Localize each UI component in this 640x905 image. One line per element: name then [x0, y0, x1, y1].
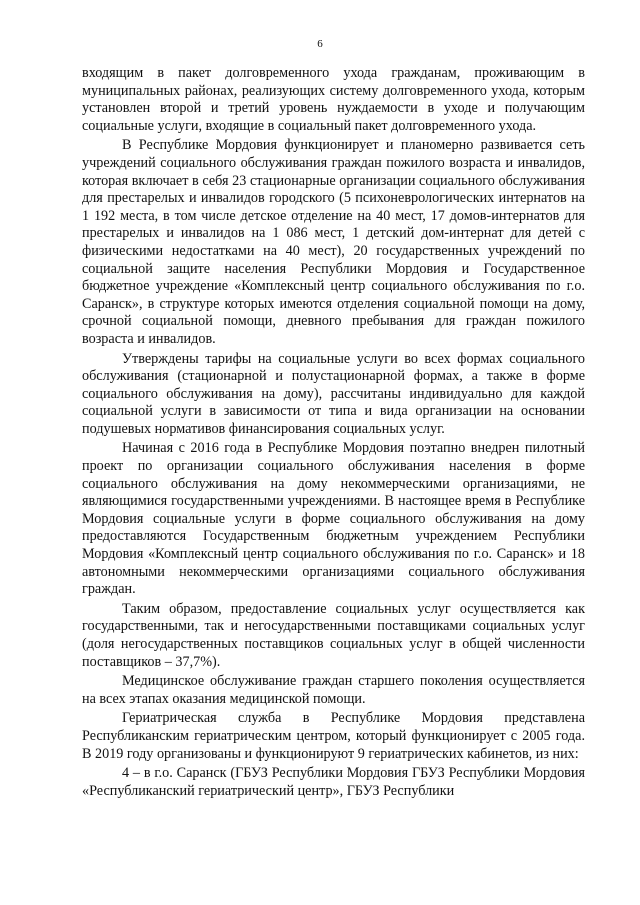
paragraph-service-providers: Таким образом, предоставление социальных услуг осуществляется как государственными, так и негосударственными поставщиками социальных услуг (доля негосударственных поставщиков социальных услуг в общей численности поставщиков – 37,7%). [82, 600, 585, 670]
paragraph-pilot-project: Начиная с 2016 года в Республике Мордовия поэтапно внедрен пилотный проект по организации социального обслуживания населения в форме социального обслуживания на дому некоммерческими организациями, не являющимися государственными учреждениями. В настоящее время в Республике Мордовия социальные услуги в форме социального обслуживания на дому предоставляются Государственным бюджетным учреждением Республики Мордовия «Комплексный центр социального обслуживания по г.о. Саранск» и 18 автономными некоммерческими организациями социального обслуживания граждан. [82, 440, 585, 598]
paragraph-geriatric-service: Гериатрическая служба в Республике Мордовия представлена Республиканским гериатрическим центром, который функционирует с 2005 года. В 2019 году организованы и функционируют 9 гериатрических кабинетов, из них: [82, 710, 585, 762]
document-body [82, 65, 585, 800]
paragraph-tariffs: Утверждены тарифы на социальные услуги во всех формах социального обслуживания (стационарной и полустационарной формах, а также в форме социального обслуживания на дому), рассчитаны индивидуально для каждой социальной услуги в зависимости от типа и вида организации на основании подушевых нормативов финансирования социальных услуг. [82, 350, 585, 437]
paragraph-geriatric-cabinets: 4 – в г.о. Саранск (ГБУЗ Республики Мордовия ГБУЗ Республики Мордовия «Республиканский гериатрический центр», ГБУЗ Республики [82, 765, 585, 799]
paragraph-long-term-care-recipients: входящим в пакет долговременного ухода гражданам, проживающим в муниципальных районах, реализующих систему долговременного ухода, которым установлен второй и третий уровень нуждаемости в уходе и получающим социальные услуги, входящие в социальный пакет долговременного ухода. [82, 65, 585, 134]
page-number: 6 [317, 38, 323, 50]
paragraph-social-service-network: В Республике Мордовия функционирует и планомерно развивается сеть учреждений социального обслуживания граждан пожилого возраста и инвалидов, которая включает в себя 23 стационарные организации социального обслуживания для престарелых и инвалидов городского (5 психоневрологических интернатов на 1 192 места, в том числе детское отделение на 40 мест, 17 домов-интернатов для престарелых и инвалидов на 1 086 мест, 1 детский дом-интернат для детей с физическими недостатками на 40 мест), 20 государственных учреждений по социальной защите населения Республики Мордовия и Государственное бюджетное учреждение «Комплексный центр социального обслуживания по г.о. Саранск», в структуре которых имеются отделения социальной помощи на дому, срочной социальной помощи, дневного пребывания для граждан пожилого возраста и инвалидов. [82, 137, 585, 347]
paragraph-medical-care: Медицинское обслуживание граждан старшего поколения осуществляется на всех этапах оказания медицинской помощи. [82, 673, 585, 707]
